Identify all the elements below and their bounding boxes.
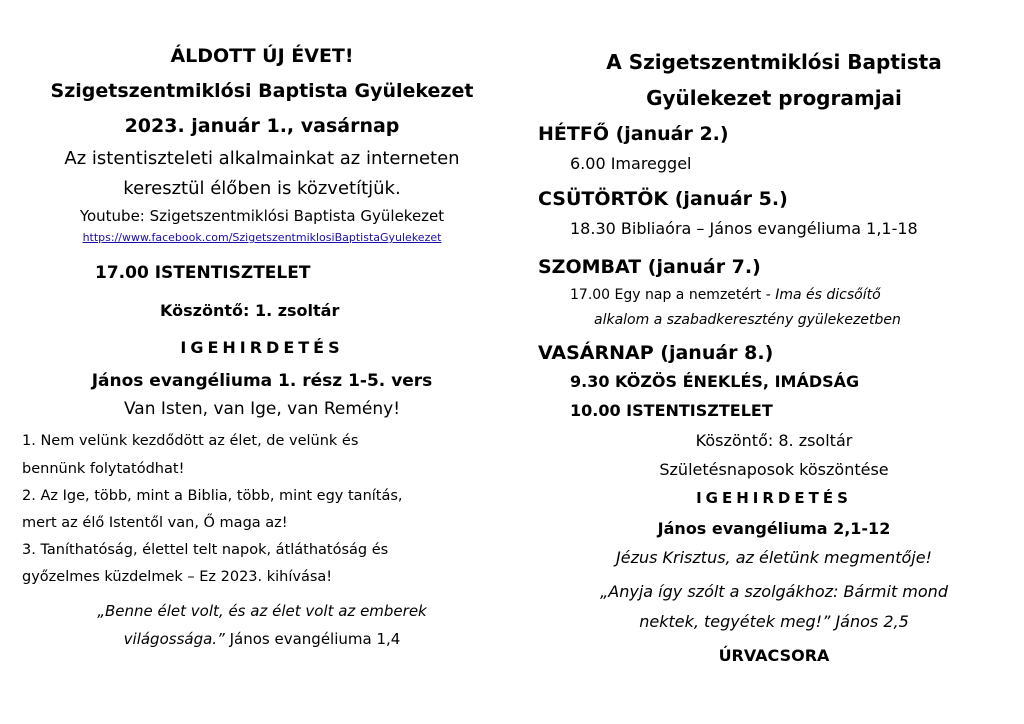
church-name: Szigetszentmiklósi Baptista Gyülekezet bbox=[50, 80, 474, 102]
sunday-passage: János evangéliuma 2,1-12 bbox=[657, 519, 891, 538]
service-title: 17.00 ISTENTISZTELET bbox=[95, 263, 311, 283]
sermon-point-line: győzelmes küzdelmek – Ez 2023. kihívása! bbox=[22, 569, 333, 585]
sermon-point-line: 2. Az Ige, több, mint a Biblia, több, mint egy tanítás, bbox=[22, 488, 403, 504]
sermon-title: Van Isten, van Ige, van Remény! bbox=[123, 399, 401, 419]
sermon-point-line: bennünk folytatódhat! bbox=[22, 461, 185, 477]
sermon-point-line: 1. Nem velünk kezdődött az élet, de velünk és bbox=[22, 433, 359, 449]
communion: ÚRVACSORA bbox=[718, 646, 830, 665]
service-date: 2023. január 1., vasárnap bbox=[124, 115, 400, 137]
programs-title-line-2: Gyülekezet programjai bbox=[646, 86, 902, 110]
youtube-line: Youtube: Szigetszentmiklósi Baptista Gyülekezet bbox=[79, 207, 445, 225]
greeting-heading: ÁLDOTT ÚJ ÉVET! bbox=[170, 45, 354, 67]
day-heading-monday: HÉTFŐ (január 2.) bbox=[538, 123, 729, 145]
bible-quote-reference: János evangéliuma 1,4 bbox=[224, 630, 401, 648]
sunday-quote-reference: János 2,5 bbox=[830, 612, 909, 631]
thursday-program: 18.30 Bibliaóra – János evangéliuma 1,1-18 bbox=[570, 219, 918, 238]
programs-title-line-1: A Szigetszentmiklósi Baptista bbox=[606, 50, 942, 74]
sunday-quote-line-2 bbox=[524, 612, 1024, 631]
sermon-header: IGEHIRDETÉS bbox=[180, 338, 344, 357]
sunday-program-1: 9.30 KÖZÖS ÉNEKLÉS, IMÁDSÁG bbox=[570, 372, 860, 391]
sermon-point-line: 3. Taníthatóság, élettel telt napok, átláthatóság és bbox=[22, 542, 389, 558]
day-heading-saturday: SZOMBAT (január 7.) bbox=[538, 256, 761, 278]
welcome-psalm: Köszöntő: 1. zsoltár bbox=[160, 301, 340, 320]
bible-quote-text: világossága.” bbox=[123, 630, 225, 648]
sermon-point-line: mert az élő Istentől van, Ő maga az! bbox=[22, 515, 288, 531]
bible-quote-line-1: „Benne élet volt, és az élet volt az emberek bbox=[97, 602, 427, 620]
saturday-program-time: 17.00 Egy nap a nemzetért - bbox=[570, 287, 776, 303]
sunday-quote-text: nektek, tegyétek meg!” bbox=[639, 612, 831, 631]
saturday-program-desc: Ima és dicsőítő bbox=[775, 287, 881, 303]
sermon-passage: János evangéliuma 1. rész 1-5. vers bbox=[91, 371, 433, 391]
sunday-sermon-title: Jézus Krisztus, az életünk megmentője! bbox=[616, 548, 932, 567]
day-heading-thursday: CSÜTÖRTÖK (január 5.) bbox=[538, 188, 788, 210]
sunday-birthdays: Születésnaposok köszöntése bbox=[659, 460, 889, 479]
saturday-program-line-2: alkalom a szabadkeresztény gyülekezetben bbox=[594, 312, 901, 328]
sunday-welcome: Köszöntő: 8. zsoltár bbox=[695, 431, 853, 450]
intro-line-1: Az istentiszteleti alkalmainkat az interneten bbox=[64, 148, 460, 169]
bible-quote-line-2 bbox=[0, 630, 524, 648]
facebook-link[interactable]: https://www.facebook.com/SzigetszentmiklosiBaptistaGyulekezet bbox=[82, 231, 442, 244]
day-heading-sunday: VASÁRNAP (január 8.) bbox=[538, 342, 774, 364]
saturday-program-line-1 bbox=[570, 287, 881, 303]
sunday-quote-line-1: „Anyja így szólt a szolgákhoz: Bármit mond bbox=[600, 582, 948, 601]
sunday-program-2: 10.00 ISTENTISZTELET bbox=[570, 401, 773, 420]
intro-line-2: keresztül élőben is közvetítjük. bbox=[123, 178, 401, 199]
monday-program: 6.00 Imareggel bbox=[570, 154, 692, 173]
sunday-sermon-header: IGEHIRDETÉS bbox=[696, 489, 852, 507]
